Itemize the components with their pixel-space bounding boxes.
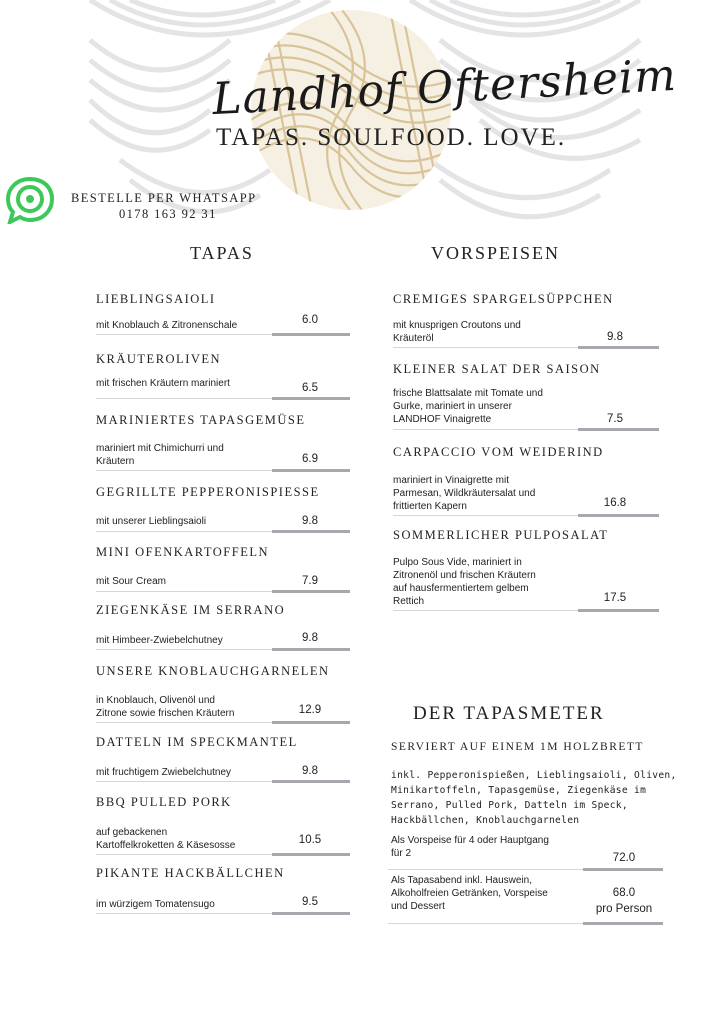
tapas-heading: TAPAS xyxy=(190,243,254,263)
item-name: KLEINER SALAT DER SAISON xyxy=(393,362,601,376)
tagline: TAPAS. SOULFOOD. LOVE. xyxy=(216,124,567,151)
item-divider xyxy=(96,781,272,782)
item-price: 6.5 xyxy=(302,382,318,394)
item-price: 9.8 xyxy=(607,331,623,343)
description-line: frittierten Kapern xyxy=(393,501,467,512)
price-underline xyxy=(578,609,659,612)
option-description xyxy=(391,834,591,860)
tapas-item xyxy=(96,795,350,851)
tapas-item xyxy=(96,352,350,394)
description-line: mit fruchtigem Zwiebelchutney xyxy=(96,767,232,778)
price-underline xyxy=(272,780,350,783)
item-name: CARPACCIO VOM WEIDERIND xyxy=(393,445,604,459)
description-line: auf gebackenen xyxy=(96,827,168,838)
tapas-item xyxy=(96,735,350,778)
price-underline xyxy=(272,530,350,533)
item-description xyxy=(96,377,278,390)
item-price: 16.8 xyxy=(603,497,627,509)
whatsapp-label: BESTELLE PER WHATSAPP xyxy=(71,191,257,205)
option-price xyxy=(594,885,654,917)
item-name: CREMIGES SPARGELSÜPPCHEN xyxy=(393,292,614,306)
price-underline xyxy=(578,428,659,431)
item-description xyxy=(393,319,583,345)
description-line: Als Tapasabend inkl. Hauswein, xyxy=(391,875,533,886)
description-line: für 2 xyxy=(391,848,412,859)
price-underline xyxy=(578,514,659,517)
item-divider xyxy=(96,913,272,914)
price-underline xyxy=(272,853,350,856)
item-name: UNSERE KNOBLAUCHGARNELEN xyxy=(96,664,330,678)
description-line: mariniert in Vinaigrette mit xyxy=(393,475,509,486)
item-name: MINI OFENKARTOFFELN xyxy=(96,545,270,559)
whatsapp-order[interactable] xyxy=(71,190,256,222)
tapas-item xyxy=(96,664,350,719)
item-description xyxy=(96,442,278,468)
item-divider xyxy=(96,722,272,723)
description-line: Zitronenöl und frischen Kräutern xyxy=(393,570,536,581)
tapas-item xyxy=(96,545,350,587)
description-line: Rettich xyxy=(393,596,425,607)
item-description xyxy=(393,556,583,608)
tapas-item xyxy=(96,603,350,646)
description-line: im würzigem Tomatensugo xyxy=(96,899,215,910)
tapas-item xyxy=(96,485,350,527)
item-name: MARINIERTES TAPASGEMÜSE xyxy=(96,413,306,427)
option-description xyxy=(391,874,591,913)
vorspeisen-heading: VORSPEISEN xyxy=(431,243,561,263)
item-price: 9.8 xyxy=(302,632,318,644)
brand-name: Landhof Oftersheim xyxy=(210,49,678,126)
tapasmeter-includes: inkl. Pepperonispießen, Lieblingsaioli, Oliven, Minikartoffeln, Tapasgemüse, Ziegenkäse im Serrano, Pulled Pork, Datteln im Speck, Hackbällchen, Knoblauchgarnelen xyxy=(391,770,677,826)
item-price: 7.5 xyxy=(607,413,623,425)
vorspeisen-item xyxy=(393,445,659,512)
description-line: frische Blattsalate mit Tomate und xyxy=(393,388,543,399)
price-underline xyxy=(272,469,350,472)
description-line: und Dessert xyxy=(391,901,445,912)
option-price xyxy=(594,850,654,866)
description-line: mariniert mit Chimichurri und xyxy=(96,443,224,454)
item-name: KRÄUTEROLIVEN xyxy=(96,352,222,366)
price-underline xyxy=(583,868,663,871)
item-price: 9.5 xyxy=(302,896,318,908)
item-price: 9.8 xyxy=(302,765,318,777)
description-line: Alkoholfreien Getränken, Vorspeise xyxy=(391,888,548,899)
option-divider xyxy=(388,923,583,924)
price-underline xyxy=(583,922,663,925)
description-line: mit Knoblauch & Zitronenschale xyxy=(96,320,238,331)
price-underline xyxy=(272,648,350,651)
tapasmeter-subtitle: SERVIERT AUF EINEM 1M HOLZBRETT xyxy=(391,741,644,753)
tapasmeter-heading: DER TAPASMETER xyxy=(413,703,605,724)
item-price: 7.9 xyxy=(302,575,318,587)
description-line: mit knusprigen Croutons und xyxy=(393,320,521,331)
item-divider xyxy=(96,470,272,471)
description-line: Kartoffelkroketten & Käsesosse xyxy=(96,840,236,851)
price-unit: pro Person xyxy=(595,903,653,915)
tapas-item xyxy=(96,866,350,910)
description-line: Gurke, mariniert in unserer xyxy=(393,401,512,412)
item-description xyxy=(96,575,278,588)
price-underline xyxy=(272,333,350,336)
tapas-item xyxy=(96,292,350,331)
item-name: GEGRILLTE PEPPERONISPIESSE xyxy=(96,485,320,499)
item-divider xyxy=(96,398,272,399)
item-divider xyxy=(96,649,272,650)
item-description xyxy=(393,387,583,426)
description-line: LANDHOF Vinaigrette xyxy=(393,414,492,425)
whatsapp-phone[interactable]: 0178 163 92 31 xyxy=(119,207,217,221)
item-divider xyxy=(393,610,578,611)
item-description xyxy=(96,826,278,852)
price-value: 72.0 xyxy=(612,852,636,864)
price-underline xyxy=(578,346,659,349)
item-name: PIKANTE HACKBÄLLCHEN xyxy=(96,866,285,880)
item-description xyxy=(96,634,278,647)
description-line: Als Vorspeise für 4 oder Hauptgang xyxy=(391,835,549,846)
vorspeisen-item xyxy=(393,362,659,425)
item-description xyxy=(96,694,278,720)
tapas-item xyxy=(96,413,350,467)
price-underline xyxy=(272,912,350,915)
item-price: 17.5 xyxy=(603,592,627,604)
item-name: LIEBLINGSAIOLI xyxy=(96,292,216,306)
price-underline xyxy=(272,397,350,400)
item-name: ZIEGENKÄSE IM SERRANO xyxy=(96,603,286,617)
item-divider xyxy=(96,531,272,532)
price-underline xyxy=(272,590,350,593)
item-name: DATTELN IM SPECKMANTEL xyxy=(96,735,298,749)
item-divider xyxy=(393,429,578,430)
description-line: mit unserer Lieblingsaioli xyxy=(96,516,207,527)
vorspeisen-item xyxy=(393,528,659,607)
description-line: Kräuteröl xyxy=(393,333,434,344)
item-price: 9.8 xyxy=(302,515,318,527)
whatsapp-icon[interactable] xyxy=(4,176,56,224)
item-price: 10.5 xyxy=(298,834,322,846)
item-description xyxy=(96,766,278,779)
vorspeisen-item xyxy=(393,292,659,344)
description-line: auf hausfermentiertem gelbem xyxy=(393,583,529,594)
item-description xyxy=(393,474,583,513)
item-divider xyxy=(393,515,578,516)
price-underline xyxy=(272,721,350,724)
item-price: 6.9 xyxy=(302,453,318,465)
description-line: Parmesan, Wildkräutersalat und xyxy=(393,488,536,499)
description-line: mit frischen Kräutern mariniert xyxy=(96,378,230,389)
description-line: mit Sour Cream xyxy=(96,576,167,587)
price-value: 68.0 xyxy=(612,887,636,899)
item-price: 6.0 xyxy=(302,314,318,326)
item-divider xyxy=(96,854,272,855)
description-line: mit Himbeer-Zwiebelchutney xyxy=(96,635,223,646)
item-name: SOMMERLICHER PULPOSALAT xyxy=(393,528,609,542)
item-divider xyxy=(393,347,578,348)
item-description xyxy=(96,515,278,528)
description-line: Zitrone sowie frischen Kräutern xyxy=(96,708,235,719)
item-description xyxy=(96,898,278,911)
description-line: in Knoblauch, Olivenöl und xyxy=(96,695,215,706)
description-line: Kräutern xyxy=(96,456,135,467)
item-divider xyxy=(96,334,272,335)
description-line: Pulpo Sous Vide, mariniert in xyxy=(393,557,522,568)
item-name: BBQ PULLED PORK xyxy=(96,795,232,809)
option-divider xyxy=(388,869,583,870)
item-price: 12.9 xyxy=(298,704,322,716)
item-divider xyxy=(96,591,272,592)
item-description xyxy=(96,319,278,332)
